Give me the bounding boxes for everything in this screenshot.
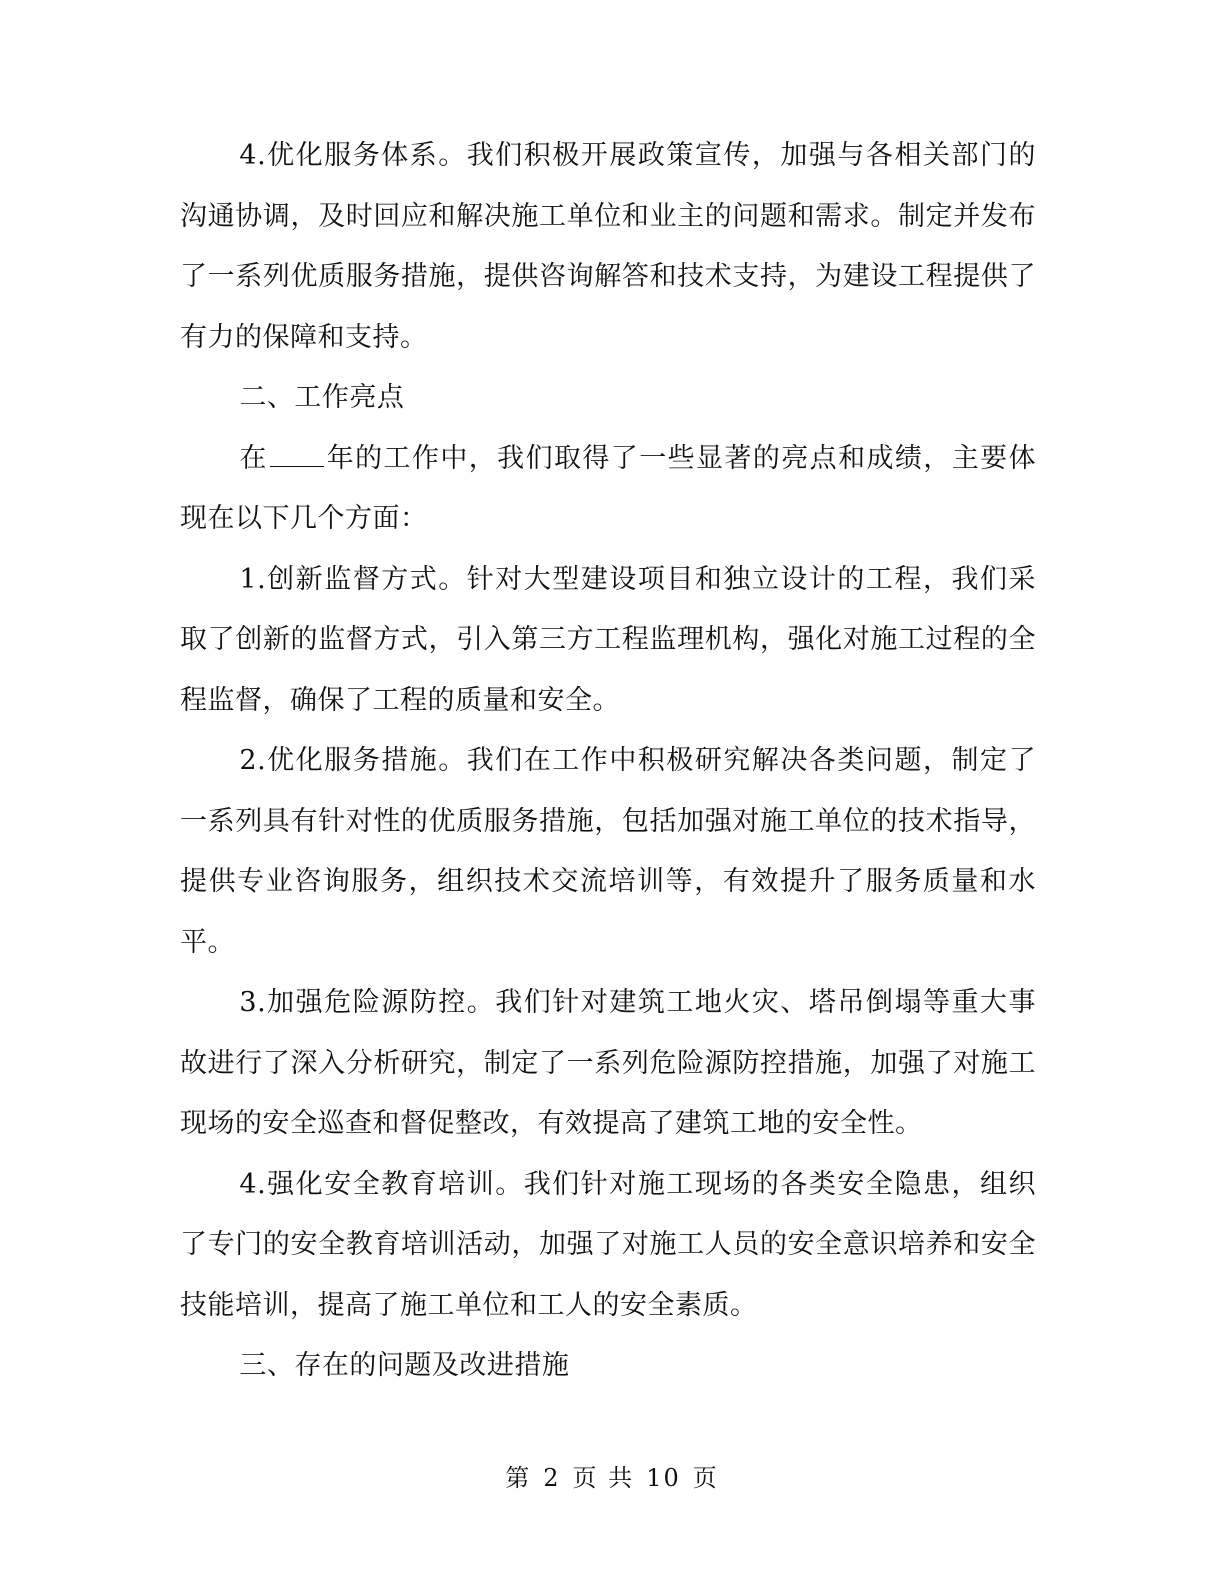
footer-current-page: 2 xyxy=(543,1464,561,1492)
intro-text-rest: 年的工作中，我们取得了一些显著的亮点和成绩，主要体现在以下几个方面： xyxy=(180,442,1037,534)
intro-text-start: 在 xyxy=(239,442,268,474)
paragraph-hazard-prevention: 3.加强危险源防控。我们针对建筑工地火灾、塔吊倒塌等重大事故进行了深入分析研究，制定了一系列危险源防控措施，加强了对施工现场的安全巡查和督促整改，有效提高了建筑工地的安全性。 xyxy=(180,987,1036,1139)
footer-total-pages: 10 xyxy=(646,1464,681,1492)
footer-mid: 页 共 xyxy=(572,1464,635,1492)
page-footer xyxy=(0,1458,1224,1493)
paragraph-innovative-supervision: 1.创新监督方式。针对大型建设项目和独立设计的工程，我们采取了创新的监督方式，引入第三方工程监理机构，强化对施工过程的全程监督，确保了工程的质量和安全。 xyxy=(180,563,1036,716)
year-blank-line xyxy=(270,444,324,467)
paragraph-optimize-service-measures: 2.优化服务措施。我们在工作中积极研究解决各类问题，制定了一系列具有针对性的优质服务措施，包括加强对施工单位的技术指导，提供专业咨询服务，组织技术交流培训等，有效提升了服务质量和水平。 xyxy=(180,745,1036,958)
paragraph-highlights-intro xyxy=(180,429,1036,550)
paragraph-safety-training: 4.强化安全教育培训。我们针对施工现场的各类安全隐患，组织了专门的安全教育培训活动，加强了对施工人员的安全意识培养和安全技能培训，提高了施工单位和工人的安全素质。 xyxy=(180,1168,1036,1321)
section-heading-problems-improvements: 三、存在的问题及改进措施 xyxy=(239,1350,570,1381)
section-heading-work-highlights: 二、工作亮点 xyxy=(239,382,405,413)
footer-suffix: 页 xyxy=(692,1464,719,1492)
paragraph-optimize-service-system: 4.优化服务体系。我们积极开展政策宣传，加强与各相关部门的沟通协调，及时回应和解决施工单位和业主的问题和需求。制定并发布了一系列优质服务措施，提供咨询解答和技术支持，为建设工程提供了有力的保障和支持。 xyxy=(180,140,1036,353)
footer-prefix: 第 xyxy=(505,1464,532,1492)
document-body xyxy=(180,126,1036,1397)
